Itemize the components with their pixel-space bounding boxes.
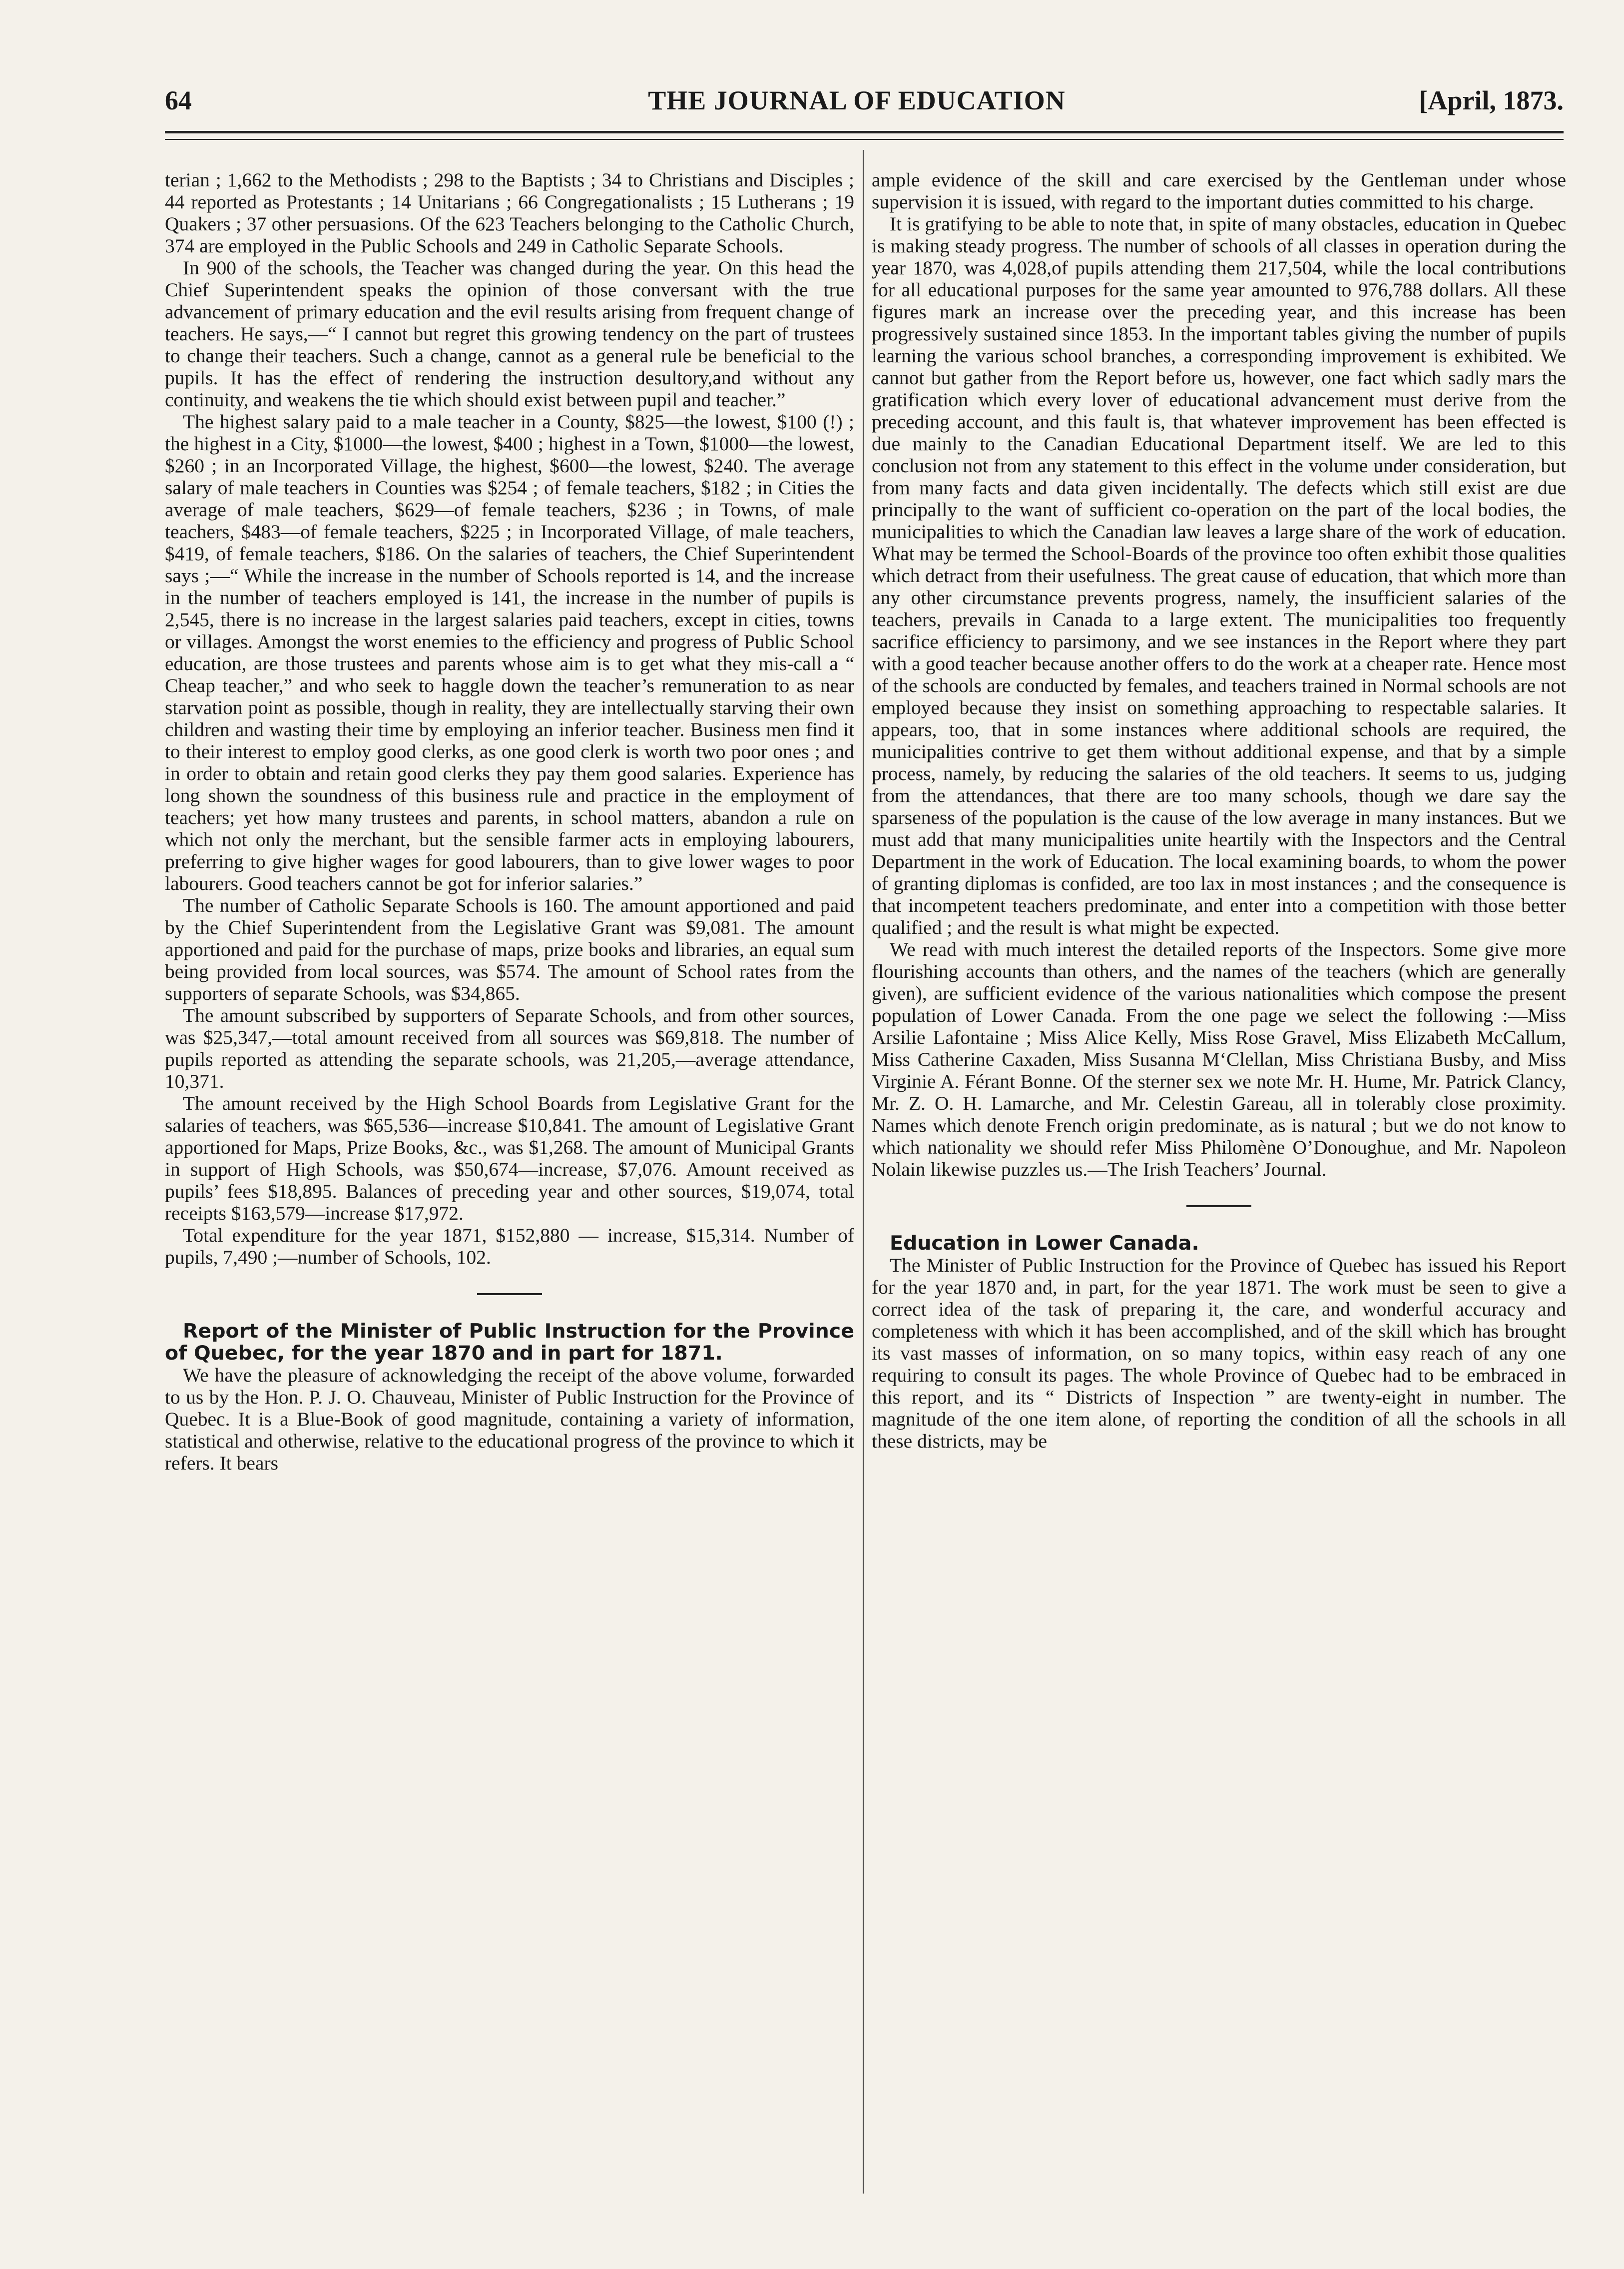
section-heading: Education in Lower Canada. — [890, 1232, 1199, 1255]
paragraph: In 900 of the schools, the Teacher was changed during the year. On this head the Chief Superintendent speaks the opinion of those conversant with the true advancement of primary education and the evil results arising from frequent change of teachers. He says,—“ I cannot but regret this growing tendency on the part of trustees to change their teachers. Such a change, cannot as a general rule be beneficial to the pupils. It has the effect of rendering the instruction desultory,and without any continuity, and weakens the tie which should exist between pupil and teacher.” — [165, 257, 854, 411]
left-column — [165, 169, 854, 1474]
column-divider — [863, 150, 864, 2194]
paragraph: It is gratifying to be able to note that, in spite of many obstacles, education in Quebec is making steady progress. The number of schools of all classes in operation during the year 1870, was 4,028,of pupils attending them 217,504, while the local contributions for all educational purposes for the same year amounted to 976,788 dollars. All these figures mark an increase over the preceding year, and this increase has been progressively sustained since 1853. In the important tables giving the number of pupils learning the various school branches, a corresponding improvement is exhibited. We cannot but gather from the Report before us, however, one fact which sadly mars the gratification which every lover of educational advancement must derive from the preceding account, and this fault is, that whatever improvement has been effected is due mainly to the Canadian Educational Department itself. We are led to this conclusion not from any statement to this effect in the volume under consideration, but from many facts and data given incidentally. The defects which still exist are due principally to the want of sufficient co-operation on the part of the local bodies, the municipalities to which the Canadian law leaves a large share of the work of education. What may be termed the School-Boards of the province too often exhibit those qualities which detract from their usefulness. The great cause of education, that which more than any other circumstance prevents progress, namely, the insufficient salaries of the teachers, prevails in Canada to a large extent. The municipalities too frequently sacrifice efficiency to parsimony, and we see instances in the Report where they part with a good teacher because another offers to do the work at a cheaper rate. Hence most of the schools are conducted by females, and teachers trained in Normal schools are not employed because they insist on something approaching to respectable salaries. It appears, too, that in some instances where additional schools are required, the municipalities contrive to get them without additional expense, and that by a simple process, namely, by reducing the salaries of the old teachers. It seems to us, judging from the attendances, that there are too many schools, though we dare say the sparseness of the population is the cause of the low average in many instances. But we must add that many municipalities unite heartily with the Inspectors and the Central Department in the work of Education. The local examining boards, to whom the power of granting diplomas is confided, are too lax in most instances ; and the consequence is that incompetent teachers predominate, and enter into a competition with those better qualified ; and the result is what might be expected. — [872, 213, 1566, 938]
paragraph: We have the pleasure of acknowledging the receipt of the above volume, forwarded to us by the Hon. P. J. O. Chauveau, Minister of Public Instruction for the Province of Quebec. It is a Blue-Book of good magnitude, containing a variety of information, statistical and otherwise, relative to the educational progress of the province to which it refers. It bears — [165, 1364, 854, 1474]
running-header — [150, 80, 1564, 120]
header-rule-thin — [165, 139, 1564, 140]
paragraph: Total expenditure for the year 1871, $152,880 — increase, $15,314. Number of pupils, 7,490 ;—number of Schools, 102. — [165, 1224, 854, 1268]
paragraph: We read with much interest the detailed reports of the Inspectors. Some give more flourishing accounts than others, and the names of the teachers (which are generally given), are sufficient evidence of the various nationalities which compose the present population of Lower Canada. From the one page we select the following :—Miss Arsilie Lafontaine ; Miss Alice Kelly, Miss Rose Gravel, Miss Elizabeth McCallum, Miss Catherine Caxaden, Miss Susanna M‘Clellan, Miss Christiana Busby, and Miss Virginie A. Férant Bonne. Of the sterner sex we note Mr. H. Hume, Mr. Patrick Clancy, Mr. Z. O. H. Lamarche, and Mr. Celestin Gareau, all in tolerably close proximity. Names which denote French origin predominate, as is natural ; but we do not know to which nationality we should refer Miss Philomène O’Donoughue, and Mr. Napoleon Nolain likewise puzzles us.—The Irish Teachers’ Journal. — [872, 938, 1566, 1180]
right-column — [872, 169, 1566, 1452]
paragraph: The Minister of Public Instruction for the Province of Quebec has issued his Report for the year 1870 and, in part, for the year 1871. The work must be seen to give a correct idea of the task of preparing it, the care, and wonderful accuracy and completeness with which it has been accomplished, and of the skill which has brought its vast masses of information, on so many topics, within easy reach of any one requiring to consult its pages. The whole Province of Quebec had to be embraced in this report, and its “ Districts of Inspection ” are twenty-eight in number. The magnitude of the one item alone, of reporting the condition of all the schools in all these districts, may be — [872, 1254, 1566, 1452]
paragraph: The number of Catholic Separate Schools is 160. The amount apportioned and paid by the Chief Superintendent from the Legislative Grant was $9,081. The amount apportioned and paid for the purchase of maps, prize books and libraries, an equal sum being provided from local sources, was $574. The amount of School rates from the supporters of separate Schools, was $34,865. — [165, 894, 854, 1004]
section-separator — [1186, 1205, 1251, 1207]
paragraph: terian ; 1,662 to the Methodists ; 298 to the Baptists ; 34 to Christians and Disciples ; 44 reported as Protestants ; 14 Unitarians ; 66 Congregationalists ; 15 Lutherans ; 19 Quakers ; 37 other persuasions. Of the 623 Teachers belonging to the Catholic Church, 374 are employed in the Public Schools and 249 in Catholic Separate Schools. — [165, 169, 854, 257]
paragraph: ample evidence of the skill and care exercised by the Gentleman under whose supervision it is issued, with regard to the important duties committed to his charge. — [872, 169, 1566, 213]
journal-title: THE JOURNAL OF EDUCATION — [648, 85, 1066, 115]
paragraph: The amount received by the High School Boards from Legislative Grant for the salaries of teachers, was $65,536—increase $10,841. The amount of Legislative Grant apportioned for Maps, Prize Books, &c., was $1,268. The amount of Municipal Grants in support of High Schools, was $50,674—increase, $7,076. Amount received as pupils’ fees $18,895. Balances of preceding year and other sources, $19,074, total receipts $163,579—increase $17,972. — [165, 1092, 854, 1224]
page-number: 64 — [165, 85, 192, 115]
paragraph: The highest salary paid to a male teacher in a County, $825—the lowest, $100 (!) ; the highest in a City, $1000—the lowest, $400 ; highest in a Town, $1000—the lowest, $260 ; in an Incorporated Village, the highest, $600—the lowest, $240. The average salary of male teachers in Counties was $254 ; of female teachers, $182 ; in Cities the average of male teachers, $629—of female teachers, $236 ; in Towns, of male teachers, $483—of female teachers, $225 ; in Incorporated Village, of male teachers, $419, of female teachers, $186. On the salaries of teachers, the Chief Superintendent says ;—“ While the increase in the number of Schools reported is 14, and the increase in the number of teachers employed is 141, the increase in the number of pupils is 2,545, there is no increase in the largest salaries paid teachers, except in cities, towns or villages. Amongst the worst enemies to the efficiency and progress of Public School education, are those trustees and parents whose aim is to get what they mis-call a “ Cheap teacher,” and who seek to haggle down the teacher’s remuneration to as near starvation point as possible, though in reality, they are intellectually starving their own children and wasting their time by employing an inferior teacher. Business men find it to their interest to employ good clerks, as one good clerk is worth two poor ones ; and in order to obtain and retain good clerks they pay them good salaries. Experience has long shown the soundness of this business rule and practice in the employment of teachers; yet how many trustees and parents, in school matters, abandon a rule on which not only the merchant, but the sensible farmer acts in employing labourers, preferring to give higher wages for good labourers, than to give lower wages to poor labourers. Good teachers cannot be got for inferior salaries.” — [165, 411, 854, 894]
issue-date: [April, 1873. — [1419, 85, 1564, 115]
section-separator — [477, 1293, 542, 1295]
section-heading: Report of the Minister of Public Instruction for the Province of Quebec, for the year 1870 and in part for 1871. — [165, 1320, 854, 1365]
header-rule — [165, 131, 1564, 133]
paragraph: The amount subscribed by supporters of Separate Schools, and from other sources, was $25,347,—total amount received from all sources was $69,818. The number of pupils reported as attending the separate schools, was 21,205,—average attendance, 10,371. — [165, 1004, 854, 1092]
